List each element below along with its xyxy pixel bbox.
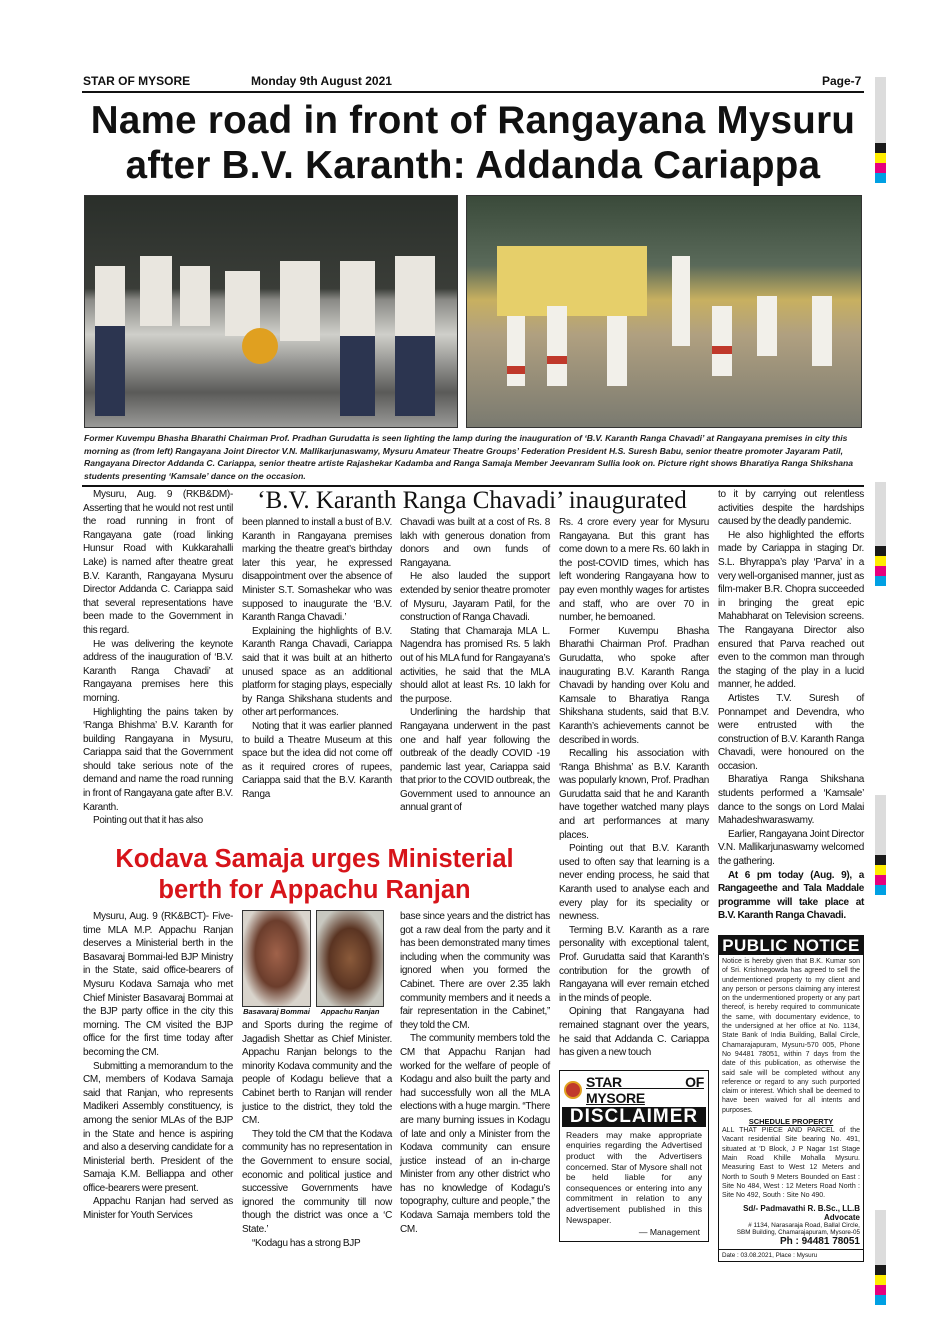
story1-column-1 <box>83 488 233 828</box>
headline-line-2: berth for Appachu Ranjan <box>158 876 471 904</box>
color-registration-bar <box>875 77 886 183</box>
paragraph: “Kodagu has a strong BJP <box>252 1237 361 1249</box>
headline-line-1: Name road in front of Rangayana Mysuru <box>90 99 856 142</box>
paragraph: He also lauded the support extended by senior theatre promoter of Mysuru, Jayaram Patil, for the construction of Ranga Chavadi. <box>400 571 550 624</box>
page-number: Page-7 <box>822 74 862 88</box>
photo-kamsale-dance <box>466 195 862 428</box>
color-registration-bar <box>875 1210 886 1305</box>
paragraph: Earlier, Rangayana Joint Director V.N. Mallikarjunaswamy welcomed the gathering. <box>718 828 864 868</box>
address-line-1: # 1134, Narasaraja Road, Ballal Circle, <box>748 1222 860 1230</box>
public-notice-body: Notice is hereby given that B.K. Kumar son of Sri. Krishnegowda has agreed to sell the undermentioned property to my client and any person or persons claiming any interest on the undermentioned property or any part thereof, is hereby required to communicate the same, with documentary evidence, to the undersigned at her office at No. 1134, State Bank of India Building, Ballal Circle, Chamarajapuram, Mysuru-570 005, Phone No 94481 78051, within 7 days from the date of this publication, as otherwise the said sale will be completed without any reference or regard to any such purported claim or interest. Which shall be deemed to have been waived for all intents and purposes. <box>722 958 860 1114</box>
newspaper-name: STAR OF MYSORE <box>83 74 191 88</box>
paragraph: The community members told the CM that Appachu Ranjan had worked for the welfare of people of Kodagu and also built the party and had successfully won all the MLA elections with a huge margin. “There are many burning issues in Kodagu of late and only a Minister from the Kodava community can ensure justice instead of an in-charge Minister from any other district who has no knowledge of Kodagu’s topography, culture and people,” the Kodava Samaja members told the CM. <box>400 1033 550 1235</box>
paragraph: Appachu Ranjan had served as Minister for Youth Services <box>83 1196 233 1222</box>
photo-label: Basavaraj Bommai <box>243 1007 310 1016</box>
disclaimer-signature: — Management <box>638 1227 700 1238</box>
schedule-body: ALL THAT PIECE AND PARCEL of the Vacant residential Site bearing No. 491, situated at 'D Block, J P Nagar 1st Stage Main Road Khille Mohalla Mysuru. Measuring East to West 12 Meters and North to South 9 Meters Bounded on East : Site No 484, West : 12 Meters Road North : Site No 492, South : Site No 490. <box>722 1127 860 1200</box>
story2-headline <box>82 844 547 906</box>
paragraph: Mysuru, Aug. 9 (RK&BCT)- Five-time MLA M.P. Appachu Ranjan deserves a Ministerial berth in the Basavaraj Bommai-led BJP Ministry in the State, said office-bearers of Mysuru Kodava Samaja who met Chief Minister Basavaraj Bommai at the BJP party office in the city this morning. The CM visited the BJP office for the first time today after becoming the CM. <box>83 911 233 1058</box>
paragraph: Noting that it was earlier planned to build a Theatre Museum at this space but the idea did not come off as it required crores of rupees, Cariappa said that the B.V. Karanth Ranga <box>242 720 392 800</box>
story1-column-5 <box>718 488 864 1262</box>
paragraph: He also highlighted the efforts made by Cariappa in staging Dr. S.L. Bhyrappa’s play ‘Parva’ in a very well-organised manner, just as film-maker B.R. Chopra succeeded in bringing the great epic Mahabharat on Television screens. The Rangayana Director also ensured that Parva reached out even to the common man through the staging of the play in a lucid manner, he added. <box>718 529 864 691</box>
issue-date: Monday 9th August 2021 <box>251 74 392 88</box>
address-line-2: SBM Building, Chamarajapuram, Mysore-05 <box>736 1229 860 1237</box>
photo-label: Appachu Ranjan <box>320 1007 380 1016</box>
people-silhouettes <box>85 196 458 428</box>
phone: Ph : 94481 78051 <box>779 1236 860 1248</box>
paragraph: Bharatiya Ranga Shikshana students performed a ‘Kamsale’ dance to the songs on Lord Malai Mahadeshwaraswamy. <box>718 774 864 827</box>
story1-column-3 <box>400 516 550 815</box>
paragraph: Chavadi was built at a cost of Rs. 8 lakh with generous donation from donors and own funds of Rangayana. <box>400 517 550 569</box>
paragraph: Terming B.V. Karanth as a rare personality with exceptional talent, Prof. Gurudatta said that Karanth’s contribution for the growth of Rangayana will ever remain etched in the minds of people. <box>559 924 709 1004</box>
disclaimer-brand-row <box>560 1071 708 1107</box>
paragraph: Explaining the highlights of B.V. Karanth Ranga Chavadi, Cariappa said that it was built at an hitherto unused space as an additional platform for staging plays, especially by Ranga Shikshana students and other art performances. <box>242 625 392 719</box>
disclaimer-title: DISCLAIMER <box>562 1107 706 1127</box>
paragraph: He was delivering the keynote address of the inauguration of ‘B.V. Karanth Ranga Chavadi’ at Rangayana premises here this morning. <box>83 638 233 704</box>
photo-basavaraj-bommai <box>242 910 311 1007</box>
paragraph: Pointing out that B.V. Karanth used to often say that learning is a never ending process, he said that Karanth used to analyse each and every play for its speciality or newness. <box>559 843 709 923</box>
signatory-role: Advocate <box>823 1213 860 1223</box>
paragraph-event-note: At 6 pm today (Aug. 9), a Rangageethe and Tala Maddale programme will take place at B.V. Karanth Ranga Chavadi. <box>718 869 864 922</box>
disclaimer-box <box>559 1070 709 1242</box>
story1-subhead: ‘B.V. Karanth Ranga Chavadi’ inaugurated <box>257 487 687 514</box>
public-notice-title: PUBLIC NOTICE <box>719 936 863 955</box>
paragraph: Opining that Rangayana had remained stagnant over the years, he said that Addanda C. Cariappa has given a new touch <box>559 1006 709 1059</box>
schedule-title: SCHEDULE PROPERTY <box>748 1117 834 1127</box>
paragraph: Pointing out that it has also <box>93 815 203 827</box>
paragraph: Submitting a memorandum to the CM, members of Kodava Samaja said that Ranjan, who represents Madikeri Assembly constituency, is among the senior MLAs of the BJP in the State and hence is aspiring and also a deserving candidate for a Ministerial berth. President of the Samaja K.M. Belliappa and other office-bearers were present. <box>83 1060 233 1194</box>
paragraph: and Sports during the regime of Jagadish Shettar as Chief Minister. Appachu Ranjan belongs to the minority Kodava community and the people of Kodagu believe that a Cabinet berth to Ranjan will render justice to the district, they told the CM. <box>242 1020 392 1127</box>
paragraph: Mysuru, Aug. 9 (RKB&DM)- Asserting that he would not rest until the road running in front of Rangayana gate (road linking Hunsur Road with Kukkarahalli Lake) is named after theatre great B.V. Karanth, Rangayana Mysuru Director Addanda C. Cariappa said that several representations have been made to the Government in this regard. <box>83 489 233 636</box>
disclaimer-body: Readers may make appropriate enquiries regarding the Advertised product with the Advertisers concerned. Star of Mysore shall not be held liable for any consequences or entering into any commitment in relation to any advertisement published in this Newspaper. <box>566 1129 702 1225</box>
paragraph: Rs. 4 crore every year for Mysuru Rangayana. But this grant has come down to a mere Rs. 60 lakh in the post-COVID times, which has left wondering Rangayana how to pay even monthly wages for artistes and staff, who are over 70 in number, he bemoaned. <box>559 517 709 624</box>
color-registration-bar <box>875 795 886 895</box>
story2-column-3 <box>400 910 550 1236</box>
paragraph: They told the CM that the Kodava community has no representation in the Government to ensure social, economic and political justice and successive Governments have ignored the community till now though the district was once a ‘C State.’ <box>242 1128 392 1235</box>
paragraph: Artistes T.V. Suresh of Ponnampet and Devendra, who were entrusted with the construction of B.V. Karanth Ranga Chavadi, were honoured on the occasion. <box>718 692 864 772</box>
header-rule <box>82 91 864 93</box>
star-of-mysore-logo-icon <box>564 1081 582 1099</box>
story1-column-4 <box>559 516 709 1242</box>
paragraph: Recalling his association with ‘Ranga Bhishma’ as B.V. Karanth was popularly known, Prof. Pradhan Gurudatta said that he and Karanth have together watched many plays and art performances at many places. <box>559 748 709 841</box>
portrait-row <box>242 910 392 1017</box>
photo-lamp-lighting <box>84 195 458 428</box>
story2-column-2 <box>242 910 392 1250</box>
story1-column-2 <box>242 516 392 801</box>
portrait-bommai <box>242 910 311 1017</box>
paragraph: Stating that Chamaraja MLA L. Nagendra has promised Rs. 5 lakh out of his MLA fund for Rangayana’s activities, he said that the MLA should allot at least Rs. 10 lakh for the purpose. <box>400 625 550 705</box>
signatory: Sd/- Padmavathi R. B.Sc., LL.B <box>743 1204 860 1214</box>
paragraph: base since years and the district has got a raw deal from the party and it has been demonstrated many times including when the community was ignored when you formed the Cabinet. There are over 2.35 lakh community members and it needs a fair representation in the Cabinet,” they told the CM. <box>400 911 550 1031</box>
photo-caption: Former Kuvempu Bhasha Bharathi Chairman Prof. Pradhan Gurudatta is seen lighting the lamp during the inauguration of ‘B.V. Karanth Ranga Chavadi’ at Rangayana premises in city this morning as (from left) Rangayana Joint Director V.N. Mallikarjunaswamy, Mysuru Amateur Theatre Groups’ Federation President H.S. Suresh Babu, senior theatre promoter Jayaram Patil, Rangayana Director Addanda C. Cariappa, senior theatre artiste Rajashekar Kadamba and Ranga Samaja Member Jeevanram Sullia look on. Picture right shows Bharatiya Ranga Shikshana students presenting ‘Kamsale’ dance on the occasion. <box>84 433 854 481</box>
dancers-silhouettes <box>467 196 862 428</box>
headline-line-1: Kodava Samaja urges Ministerial <box>115 845 514 873</box>
photo-appachu-ranjan <box>316 910 384 1007</box>
paragraph: Former Kuvempu Bhasha Bharathi Chairman Prof. Pradhan Gurudatta, who spoke after inaugurating B.V. Karanth Ranga Chavadi by handing over Kolu and Kamsale to Bharatiya Ranga Shikshana students, said that B.V. Karanth’s achievements cannot be described in words. <box>559 625 709 746</box>
paragraph: to it by carrying out relentless activities despite the hardships caused by the deadly pandemic. <box>718 489 864 528</box>
paragraph: Underlining the hardship that Rangayana underwent in the past one and half year following the outbreak of the deadly COVID -19 pandemic last year, Cariappa said that prior to the COVID outbreak, the Government used to announce an annual grant of <box>400 707 550 814</box>
headline-line-2: after B.V. Karanth: Addanda Cariappa <box>125 144 821 187</box>
paragraph: been planned to install a bust of B.V. Karanth in Rangayana premises marking the theatre great’s birthday later this year, he expressed disappointment over the absence of Minister S.T. Somashekar who was supposed to inaugurate the ‘B.V. Karanth Ranga Chavadi.’ <box>242 517 392 624</box>
story2-column-1 <box>83 910 233 1223</box>
main-headline <box>82 98 864 188</box>
date-place: Date : 03.08.2021, Place : Mysuru <box>719 1249 863 1261</box>
disclaimer-brand: STAR OF MYSORE <box>586 1073 704 1106</box>
color-registration-bar <box>875 482 886 586</box>
portrait-ranjan <box>316 910 384 1017</box>
public-notice-box <box>718 935 864 1262</box>
paragraph: Highlighting the pains taken by ‘Ranga Bhishma’ B.V. Karanth for building Rangayana in Mysuru, Cariappa said that the Government should take serious note of the demand and name the road running in front of Rangayana gate after B.V. Karanth. <box>83 706 233 813</box>
